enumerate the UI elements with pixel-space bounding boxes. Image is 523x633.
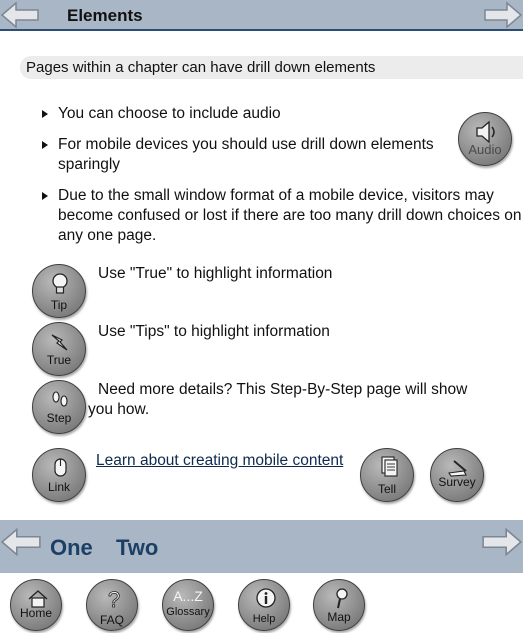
step-text: Need more details? This Step-By-Step page will show you how.	[88, 381, 468, 418]
svg-text:?: ?	[107, 587, 121, 612]
help-label: Help	[252, 613, 276, 625]
glossary-button[interactable]	[162, 579, 214, 631]
bullet-item: You can choose to include audio	[40, 104, 440, 124]
help-button[interactable]	[238, 579, 290, 631]
survey-label: Survey	[438, 475, 476, 489]
subtitle-bar	[20, 56, 523, 79]
mouse-icon	[46, 455, 74, 481]
page-two-link[interactable]: Two	[116, 535, 159, 560]
map-label: Map	[327, 610, 351, 624]
previous-page-arrow-icon[interactable]	[0, 523, 42, 561]
next-page-arrow-icon[interactable]	[481, 523, 523, 561]
glossary-label: Glossary	[166, 606, 210, 618]
tip-label: Tip	[50, 298, 68, 312]
tip-button[interactable]	[32, 264, 86, 318]
survey-button[interactable]	[430, 448, 484, 502]
a-z-icon: A...Z	[173, 588, 203, 604]
tell-label: Tell	[377, 482, 396, 496]
info-icon	[252, 586, 280, 612]
subtitle-text: Pages within a chapter can have drill down elements	[26, 59, 376, 76]
header-bar	[0, 0, 523, 31]
faq-label: FAQ	[99, 613, 124, 627]
bullet-item: Due to the small window format of a mobile device, visitors may become confused or lost if there are too many drill down choices on any one page.	[40, 186, 523, 246]
lightning-icon	[46, 329, 74, 355]
step-button[interactable]	[32, 380, 86, 434]
step-label: Step	[46, 411, 72, 425]
forward-arrow-icon[interactable]	[483, 0, 523, 30]
bullet-item: For mobile devices you should use drill down elements sparingly	[40, 135, 440, 175]
true-text: Use "Tips" to highlight information	[98, 323, 330, 340]
mobile-content-link[interactable]: Learn about creating mobile content	[96, 452, 344, 469]
lightbulb-icon	[46, 271, 74, 297]
page-one-link[interactable]: One	[50, 535, 93, 560]
bullet-list	[40, 104, 523, 257]
faq-button[interactable]	[86, 579, 138, 631]
true-button[interactable]	[32, 322, 86, 376]
home-label: Home	[19, 606, 52, 620]
link-label: Link	[47, 480, 70, 494]
home-button[interactable]	[10, 579, 62, 631]
page-title: Elements	[67, 6, 143, 25]
back-arrow-icon[interactable]	[0, 0, 40, 30]
pagination-bar	[0, 520, 523, 573]
audio-label: Audio	[468, 142, 502, 157]
audio-button[interactable]	[458, 112, 512, 166]
link-button[interactable]	[32, 448, 86, 502]
magnifier-icon	[327, 586, 355, 612]
map-button[interactable]	[313, 579, 365, 631]
tell-button[interactable]	[360, 448, 414, 502]
tip-text: Use "True" to highlight information	[98, 265, 333, 282]
footprints-icon	[46, 387, 74, 413]
question-icon	[100, 586, 128, 612]
true-label: True	[46, 353, 72, 367]
document-icon	[374, 455, 402, 481]
